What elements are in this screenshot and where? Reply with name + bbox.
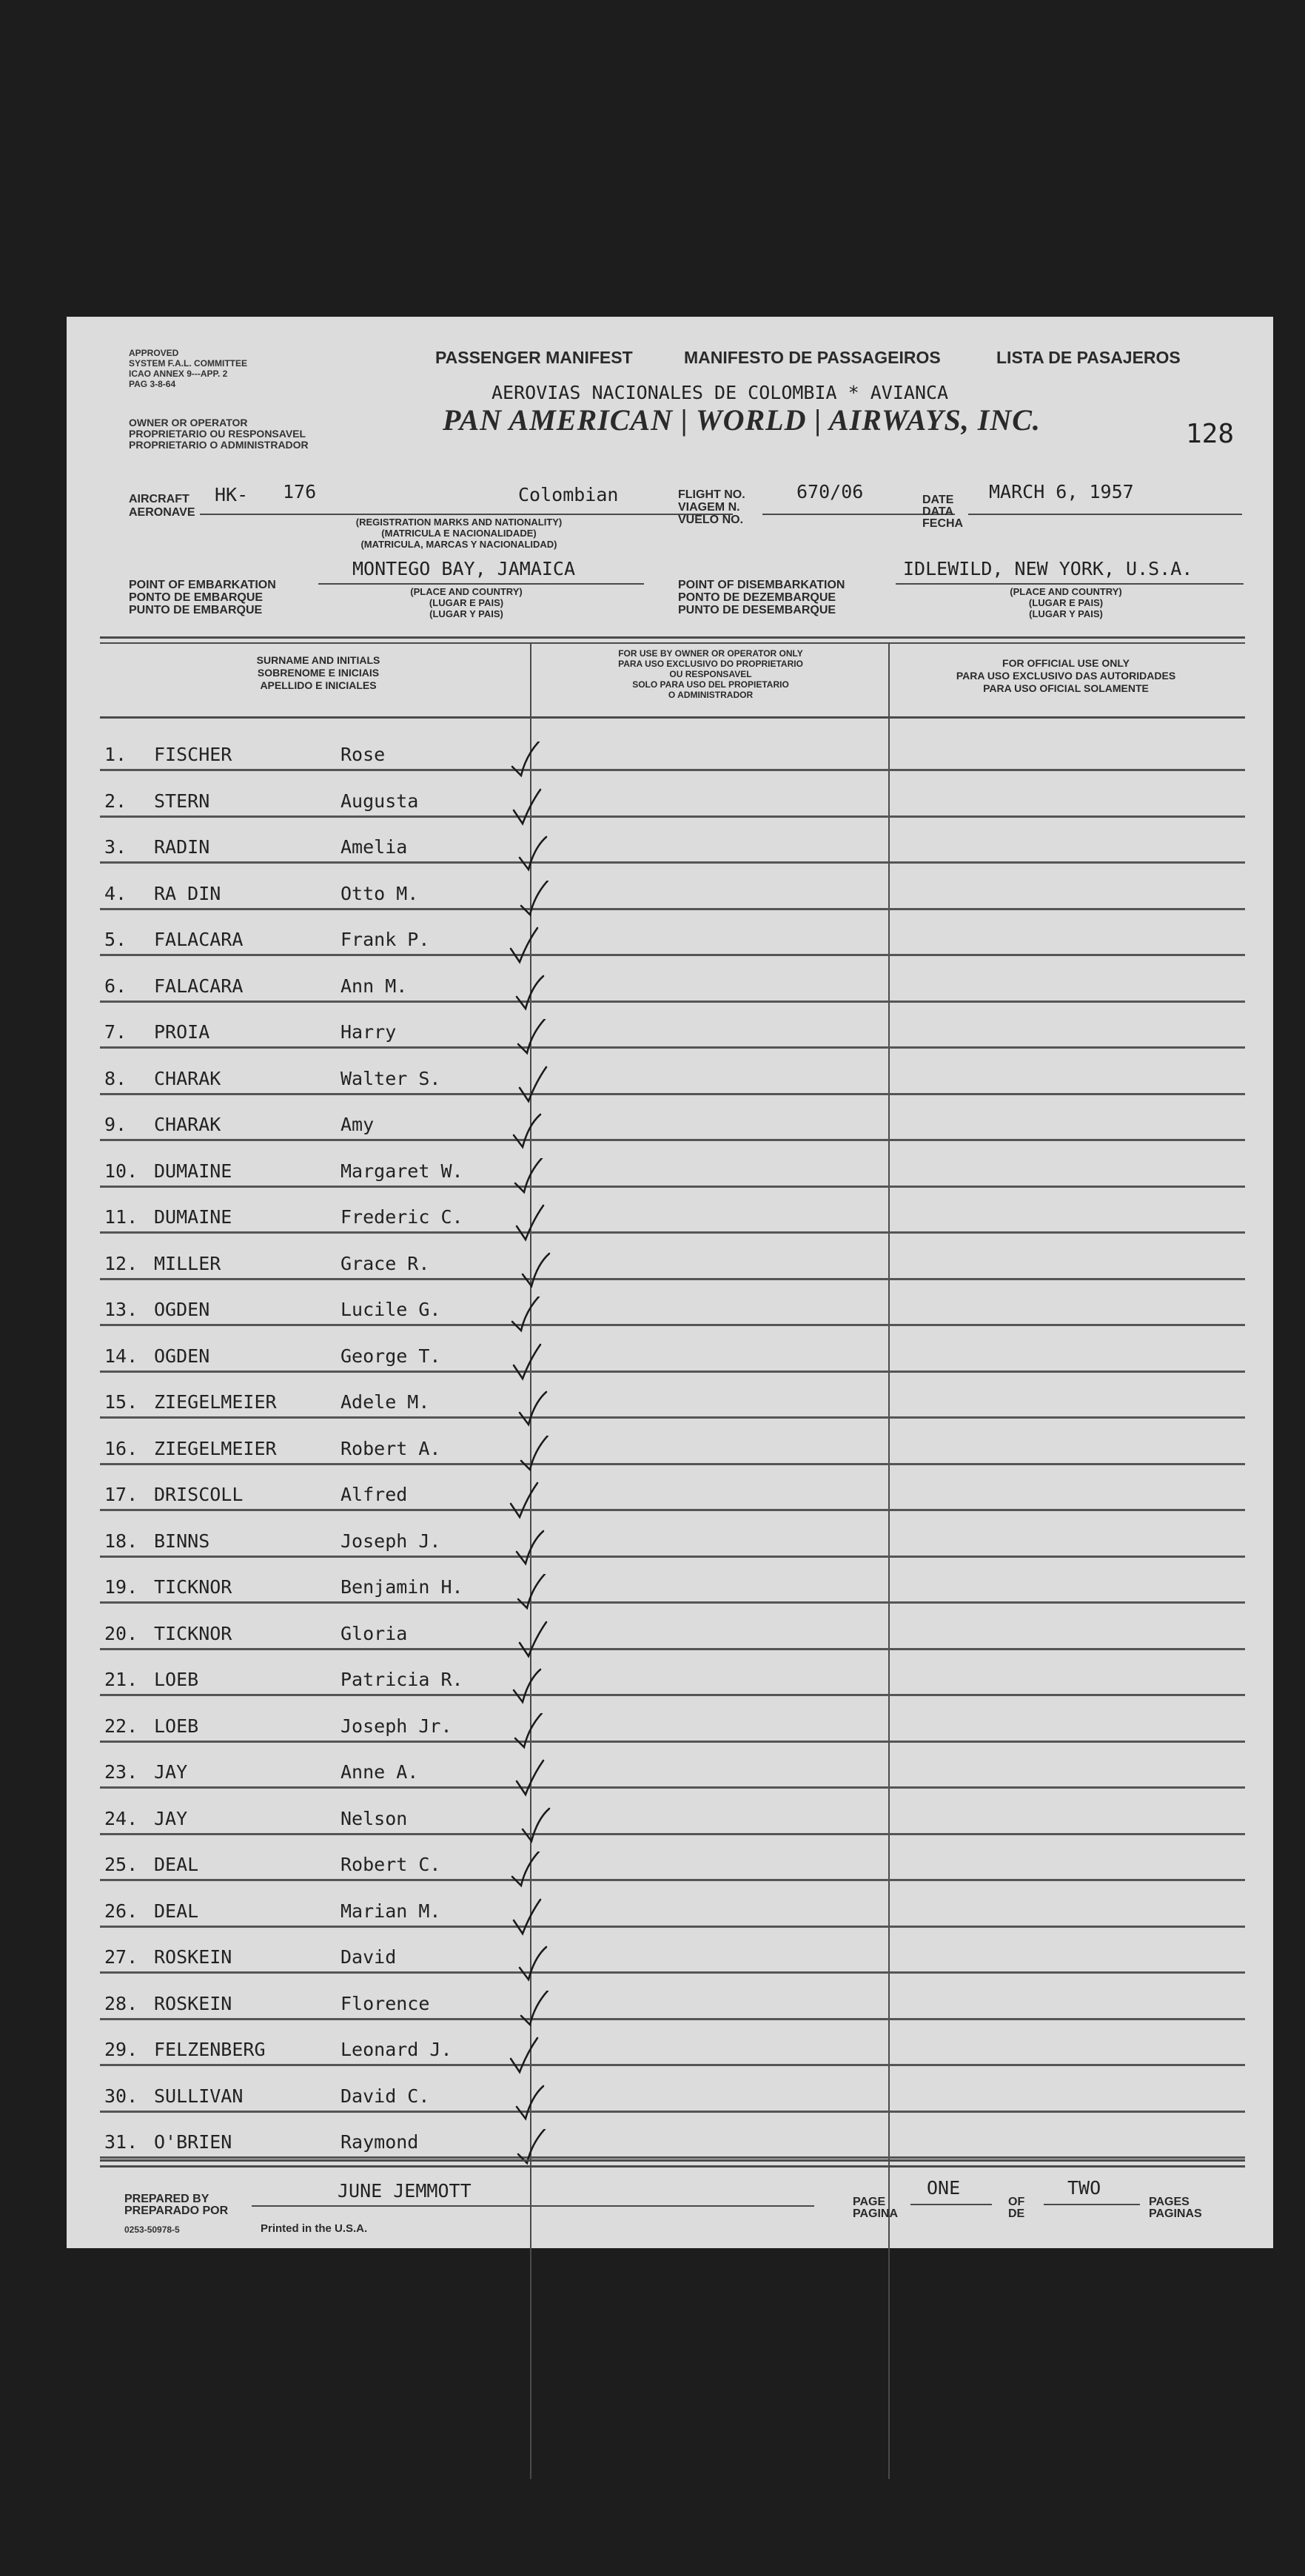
passenger-surname: OGDEN — [154, 1345, 210, 1367]
col-owner-4: SOLO PARA USO DEL PROPIETARIO — [632, 679, 789, 690]
passenger-surname: FISCHER — [154, 744, 232, 765]
aircraft-sub-es: (MATRICULA, MARCAS Y NACIONALIDAD) — [360, 539, 557, 550]
col-official-es: PARA USO OFICIAL SOLAMENTE — [983, 682, 1149, 694]
passenger-row — [67, 1835, 1273, 1881]
owner-label-pt: PROPRIETARIO OU RESPONSAVEL — [129, 428, 306, 440]
passenger-given-name: David C. — [340, 2085, 430, 2107]
approval-annex: ICAO ANNEX 9---APP. 2 — [129, 369, 228, 379]
aircraft-sub-en: (REGISTRATION MARKS AND NATIONALITY) — [355, 517, 563, 528]
passenger-row — [67, 864, 1273, 910]
embarkation-label-pt: PONTO DE EMBARQUE — [129, 591, 264, 604]
disembarkation-place: IDLEWILD, NEW YORK, U.S.A. — [903, 558, 1193, 579]
approval-date: PAG 3-8-64 — [129, 379, 176, 389]
flight-date: MARCH 6, 1957 — [989, 481, 1134, 502]
passenger-row — [67, 1188, 1273, 1234]
embarkation-sub-en: (PLACE AND COUNTRY) — [410, 586, 523, 597]
passenger-surname: JAY — [154, 1761, 188, 1783]
passenger-number: 1. — [104, 744, 127, 765]
passenger-row — [67, 1928, 1273, 1974]
passenger-number: 18. — [104, 1530, 138, 1552]
prepared-underline — [252, 2205, 814, 2207]
passenger-number: 2. — [104, 790, 127, 812]
table-bottom-rule — [100, 2159, 1245, 2162]
embarkation-label-en: POINT OF EMBARKATION — [129, 579, 276, 591]
page-number: ONE — [927, 2177, 961, 2199]
disembarkation-subtext — [955, 586, 1177, 619]
passenger-number: 11. — [104, 1206, 138, 1228]
passenger-given-name: Margaret W. — [340, 1160, 463, 1182]
passenger-surname: O'BRIEN — [154, 2131, 232, 2153]
date-label-pt: DATA — [922, 505, 954, 518]
row-rule — [100, 2156, 1245, 2159]
passenger-given-name: Joseph J. — [340, 1530, 441, 1552]
passenger-number: 26. — [104, 1900, 138, 1922]
passenger-row — [67, 1095, 1273, 1141]
col-name-pt: SOBRENOME E INICIAIS — [257, 667, 380, 679]
aircraft-number: 176 — [283, 481, 317, 502]
of-label-es: DE — [1008, 2207, 1025, 2220]
passenger-given-name: Leonard J. — [340, 2039, 452, 2060]
disembarkation-label — [678, 579, 845, 616]
title-pt: MANIFESTO DE PASSAGEIROS — [684, 348, 941, 367]
disembarkation-label-en: POINT OF DISEMBARKATION — [678, 579, 845, 591]
passenger-given-name: Gloria — [340, 1622, 408, 1644]
aircraft-sub-pt: (MATRICULA E NACIONALIDADE) — [381, 528, 537, 539]
passenger-number: 29. — [104, 2039, 138, 2060]
passenger-row — [67, 2067, 1273, 2113]
date-underline — [968, 514, 1242, 515]
flight-number: 670/06 — [796, 481, 864, 502]
passenger-row — [67, 1327, 1273, 1373]
flight-label-en: FLIGHT NO. — [678, 488, 745, 501]
passenger-number: 3. — [104, 836, 127, 858]
passenger-given-name: Ann M. — [340, 975, 408, 997]
page-label-en: PAGE — [853, 2196, 886, 2208]
airline-logo: PAN AMERICAN | WORLD | AIRWAYS, INC. — [443, 403, 1041, 437]
passenger-given-name: George T. — [340, 1345, 441, 1367]
embarkation-sub-es: (LUGAR Y PAIS) — [429, 608, 503, 619]
owner-label-es: PROPRIETARIO O ADMINISTRADOR — [129, 439, 309, 451]
approval-line: APPROVED — [129, 348, 179, 358]
operator-name: AEROVIAS NACIONALES DE COLOMBIA * AVIANCA — [492, 382, 949, 403]
passenger-given-name: Patricia R. — [340, 1669, 463, 1690]
passenger-given-name: Amelia — [340, 836, 408, 858]
passenger-surname: MILLER — [154, 1252, 221, 1274]
disembarkation-label-es: PUNTO DE DESEMBARQUE — [678, 604, 836, 616]
aircraft-subtext — [289, 517, 629, 550]
embarkation-subtext — [340, 586, 592, 619]
printed-note: Printed in the U.S.A. — [261, 2222, 368, 2235]
disembarkation-sub-es: (LUGAR Y PAIS) — [1029, 608, 1103, 619]
passenger-surname: DRISCOLL — [154, 1484, 244, 1505]
passenger-number: 27. — [104, 1946, 138, 1968]
passenger-surname: BINNS — [154, 1530, 210, 1552]
passenger-given-name: Marian M. — [340, 1900, 441, 1922]
disembarkation-label-pt: PONTO DE DEZEMBARQUE — [678, 591, 836, 604]
embarkation-underline — [318, 583, 644, 585]
passenger-row — [67, 1142, 1273, 1188]
form-number: 0253-50978-5 — [124, 2224, 180, 2235]
passenger-given-name: Frederic C. — [340, 1206, 463, 1228]
passenger-surname: FALACARA — [154, 929, 244, 950]
passenger-number: 6. — [104, 975, 127, 997]
passenger-surname: CHARAK — [154, 1114, 221, 1135]
passenger-number: 9. — [104, 1114, 127, 1135]
flight-label-es: VUELO NO. — [678, 514, 744, 526]
passenger-row — [67, 1882, 1273, 1928]
passenger-number: 24. — [104, 1807, 138, 1829]
passenger-given-name: Joseph Jr. — [340, 1715, 452, 1737]
approval-committee: SYSTEM F.A.L. COMMITTEE — [129, 358, 248, 369]
passenger-given-name: Amy — [340, 1114, 375, 1135]
col-name-es: APELLIDO E INICIALES — [260, 679, 377, 691]
pages-label — [1149, 2196, 1202, 2220]
passenger-given-name: Nelson — [340, 1807, 408, 1829]
of-label-en: OF — [1008, 2196, 1025, 2208]
passenger-row — [67, 1743, 1273, 1789]
passenger-given-name: Augusta — [340, 790, 419, 812]
aircraft-nationality: Colombian — [518, 484, 619, 505]
passenger-surname: ZIEGELMEIER — [154, 1437, 277, 1459]
date-label — [922, 494, 963, 530]
aircraft-label-en: AIRCRAFT — [129, 493, 189, 505]
passenger-row — [67, 1512, 1273, 1558]
passenger-surname: DUMAINE — [154, 1206, 232, 1228]
prepared-label-es: PREPARADO POR — [124, 2205, 229, 2217]
passenger-number: 31. — [104, 2131, 138, 2153]
passenger-number: 20. — [104, 1622, 138, 1644]
passenger-row — [67, 1234, 1273, 1280]
col-owner-5: O ADMINISTRADOR — [668, 690, 754, 700]
column-header-name — [170, 654, 466, 692]
passenger-row — [67, 1558, 1273, 1604]
passenger-given-name: Otto M. — [340, 882, 419, 904]
passenger-surname: PROIA — [154, 1021, 210, 1043]
embarkation-label-es: PUNTO DE EMBARQUE — [129, 604, 263, 616]
passenger-number: 19. — [104, 1576, 138, 1598]
passenger-given-name: Anne A. — [340, 1761, 419, 1783]
passenger-row — [67, 1419, 1273, 1465]
passenger-row — [67, 1604, 1273, 1650]
passenger-row — [67, 2020, 1273, 2066]
date-label-es: FECHA — [922, 517, 964, 530]
column-header-official — [903, 657, 1229, 695]
embarkation-place: MONTEGO BAY, JAMAICA — [352, 558, 576, 579]
disembarkation-sub-en: (PLACE AND COUNTRY) — [1010, 586, 1122, 597]
owner-label — [129, 417, 309, 451]
passenger-given-name: Walter S. — [340, 1067, 441, 1089]
aircraft-underline — [200, 514, 733, 515]
passenger-row — [67, 2113, 1273, 2159]
passenger-surname: DEAL — [154, 1854, 199, 1875]
page-label — [853, 2196, 898, 2220]
passenger-given-name: Robert A. — [340, 1437, 441, 1459]
column-header-owner — [540, 648, 881, 700]
check-mark-icon — [515, 2129, 551, 2169]
passenger-surname: DEAL — [154, 1900, 199, 1922]
passenger-given-name: Raymond — [340, 2131, 419, 2153]
passenger-row — [67, 725, 1273, 771]
total-pages: TWO — [1067, 2177, 1101, 2199]
passenger-surname: RA DIN — [154, 882, 221, 904]
passenger-row — [67, 1650, 1273, 1696]
passenger-row — [67, 1003, 1273, 1049]
passenger-surname: ROSKEIN — [154, 1946, 232, 1968]
page-underline — [910, 2204, 992, 2205]
table-top-rule — [100, 636, 1245, 639]
flight-label-pt: VIAGEM N. — [678, 501, 740, 514]
passenger-number: 23. — [104, 1761, 138, 1783]
passenger-number: 5. — [104, 929, 127, 950]
passenger-surname: LOEB — [154, 1669, 199, 1690]
passenger-number: 7. — [104, 1021, 127, 1043]
passenger-number: 8. — [104, 1067, 127, 1089]
passenger-number: 25. — [104, 1854, 138, 1875]
passenger-number: 28. — [104, 1992, 138, 2014]
disembarkation-sub-pt: (LUGAR E PAIS) — [1028, 597, 1104, 608]
passenger-given-name: Frank P. — [340, 929, 430, 950]
aircraft-prefix: HK- — [215, 484, 249, 505]
embarkation-label — [129, 579, 276, 616]
col-official-pt: PARA USO EXCLUSIVO DAS AUTORIDADES — [956, 670, 1176, 682]
passenger-given-name: Florence — [340, 1992, 430, 2014]
passenger-row — [67, 910, 1273, 956]
passenger-given-name: Harry — [340, 1021, 397, 1043]
passenger-surname: LOEB — [154, 1715, 199, 1737]
manifest-sheet — [67, 317, 1273, 2248]
passenger-surname: SULLIVAN — [154, 2085, 244, 2107]
passenger-number: 12. — [104, 1252, 138, 1274]
total-underline — [1044, 2204, 1140, 2205]
owner-label-en: OWNER OR OPERATOR — [129, 417, 248, 428]
passenger-surname: ZIEGELMEIER — [154, 1391, 277, 1413]
col-name-en: SURNAME AND INITIALS — [256, 654, 380, 666]
passenger-row — [67, 1049, 1273, 1095]
passenger-number: 16. — [104, 1437, 138, 1459]
col-official-en: FOR OFFICIAL USE ONLY — [1002, 657, 1130, 669]
passenger-surname: DUMAINE — [154, 1160, 232, 1182]
passenger-given-name: Rose — [340, 744, 386, 765]
table-bottom-rule-2 — [100, 2165, 1245, 2168]
passenger-given-name: Benjamin H. — [340, 1576, 463, 1598]
passenger-row — [67, 957, 1273, 1003]
passenger-row — [67, 1974, 1273, 2020]
prepared-by: JUNE JEMMOTT — [338, 2180, 472, 2202]
disembarkation-underline — [896, 583, 1244, 585]
passenger-number: 13. — [104, 1299, 138, 1320]
title-en: PASSENGER MANIFEST — [435, 348, 633, 367]
page-label-es: PAGINA — [853, 2207, 899, 2220]
date-label-en: DATE — [922, 494, 954, 506]
aircraft-label-pt: AERONAVE — [129, 506, 195, 519]
approval-block — [129, 348, 247, 389]
passenger-surname: CHARAK — [154, 1067, 221, 1089]
prepared-label — [124, 2193, 228, 2217]
col-owner-2: PARA USO EXCLUSIVO DO PROPRIETARIO — [618, 659, 803, 669]
passenger-number: 14. — [104, 1345, 138, 1367]
passenger-given-name: Grace R. — [340, 1252, 430, 1274]
passenger-surname: FALACARA — [154, 975, 244, 997]
passenger-surname: ROSKEIN — [154, 1992, 232, 2014]
passenger-number: 21. — [104, 1669, 138, 1690]
passenger-surname: FELZENBERG — [154, 2039, 266, 2060]
passenger-surname: TICKNOR — [154, 1622, 232, 1644]
passenger-number: 10. — [104, 1160, 138, 1182]
passenger-row — [67, 818, 1273, 864]
header-bottom-rule — [100, 716, 1245, 719]
pages-label-es: PAGINAS — [1149, 2207, 1202, 2220]
passenger-surname: STERN — [154, 790, 210, 812]
passenger-number: 15. — [104, 1391, 138, 1413]
col-owner-1: FOR USE BY OWNER OR OPERATOR ONLY — [618, 648, 803, 659]
passenger-row — [67, 1280, 1273, 1326]
table-top-rule-2 — [100, 642, 1245, 644]
passenger-number: 4. — [104, 882, 127, 904]
passenger-surname: RADIN — [154, 836, 210, 858]
passenger-surname: JAY — [154, 1807, 188, 1829]
passenger-given-name: David — [340, 1946, 397, 1968]
passenger-number: 22. — [104, 1715, 138, 1737]
page-stamp: 128 — [1186, 419, 1235, 449]
passenger-given-name: Adele M. — [340, 1391, 430, 1413]
passenger-given-name: Alfred — [340, 1484, 408, 1505]
passenger-row — [67, 1789, 1273, 1835]
passenger-surname: TICKNOR — [154, 1576, 232, 1598]
passenger-surname: OGDEN — [154, 1299, 210, 1320]
pages-label-en: PAGES — [1149, 2196, 1190, 2208]
embarkation-sub-pt: (LUGAR E PAIS) — [429, 597, 504, 608]
passenger-row — [67, 772, 1273, 818]
passenger-row — [67, 1697, 1273, 1743]
passenger-number: 30. — [104, 2085, 138, 2107]
prepared-label-en: PREPARED BY — [124, 2193, 209, 2205]
aircraft-label — [129, 493, 195, 519]
of-label — [1008, 2196, 1024, 2220]
flight-label — [678, 488, 745, 526]
title-es: LISTA DE PASAJEROS — [996, 348, 1181, 367]
passenger-given-name: Robert C. — [340, 1854, 441, 1875]
passenger-given-name: Lucile G. — [340, 1299, 441, 1320]
passenger-row — [67, 1373, 1273, 1419]
passenger-number: 17. — [104, 1484, 138, 1505]
col-owner-3: OU RESPONSAVEL — [669, 669, 752, 679]
passenger-row — [67, 1465, 1273, 1511]
